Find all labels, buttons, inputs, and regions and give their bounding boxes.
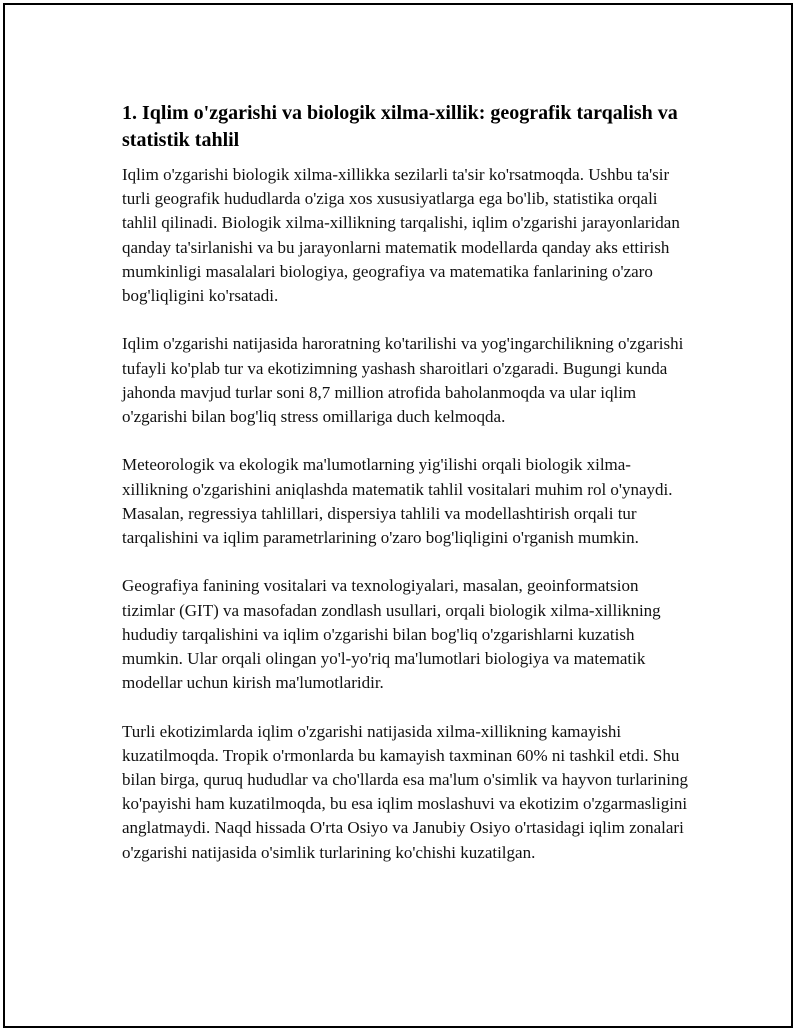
document-body	[122, 100, 692, 889]
paragraph-5: Turli ekotizimlarda iqlim o'zgarishi natijasida xilma-xillikning kamayishi kuzatilmoqda. Tropik o'rmonlarda bu kamayish taxminan 60% ni tashkil etdi. Shu bilan birga, quruq hududlar va cho'llarda esa ma'lum o'simlik va hayvon turlarining ko'payishi ham kuzatilmoqda, bu esa iqlim moslashuvi va ekotizim o'zgarmasligini anglatmaydi. Naqd hissada O'rta Osiyo va Janubiy Osiyo o'rtasidagi iqlim zonalari o'zgarishi natijasida o'simlik turlarining ko'chishi kuzatilgan.	[122, 721, 688, 862]
paragraph-4: Geografiya fanining vositalari va texnologiyalari, masalan, geoinformatsion tizimlar (GIT) va masofadan zondlash usullari, orqali biologik xilma-xillikning hududiy tarqalishini va iqlim o'zgarishi bilan bog'liq o'zgarishlarni kuzatish mumkin. Ular orqali olingan yo'l-yo'riq ma'lumotlari biologiya va matematik modellar uchun kirish ma'lumotlaridir.	[122, 576, 661, 693]
paragraph-1: Iqlim o'zgarishi biologik xilma-xillikka sezilarli ta'sir ko'rsatmoqda. Ushbu ta'sir turli geografik hududlarda o'ziga xos xususiyatlarga ega bo'lib, statistika orqali tahlil qilinadi. Biologik xilma-xillikning tarqalishi, iqlim o'zgarishi jarayonlaridan qanday ta'sirlanishi va bu jarayonlarni matematik modellarda qanday aks ettirish mumkinligi masalalari biologiya, geografiya va matematika fanlarining o'zaro bog'liqligini ko'rsatadi.	[122, 165, 680, 306]
document-title: 1. Iqlim o'zgarishi va biologik xilma-xillik: geografik tarqalish va statistik tahlil	[122, 102, 678, 151]
paragraph-3: Meteorologik va ekologik ma'lumotlarning yig'ilishi orqali biologik xilma-xillikning o'zgarishini aniqlashda matematik tahlil vositalari muhim rol o'ynaydi. Masalan, regressiya tahlillari, dispersiya tahlili va modellashtirish orqali tur tarqalishini va iqlim parametrlarining o'zaro bog'liqligini o'rganish mumkin.	[122, 455, 673, 548]
page-frame	[3, 3, 793, 1028]
paragraph-2: Iqlim o'zgarishi natijasida haroratning ko'tarilishi va yog'ingarchilikning o'zgarishi tufayli ko'plab tur va ekotizimning yashash sharoitlari o'zgaradi. Bugungi kunda jahonda mavjud turlar soni 8,7 million atrofida baholanmoqda va ular iqlim o'zgarishi bilan bog'liq stress omillariga duch kelmoqda.	[122, 334, 684, 427]
